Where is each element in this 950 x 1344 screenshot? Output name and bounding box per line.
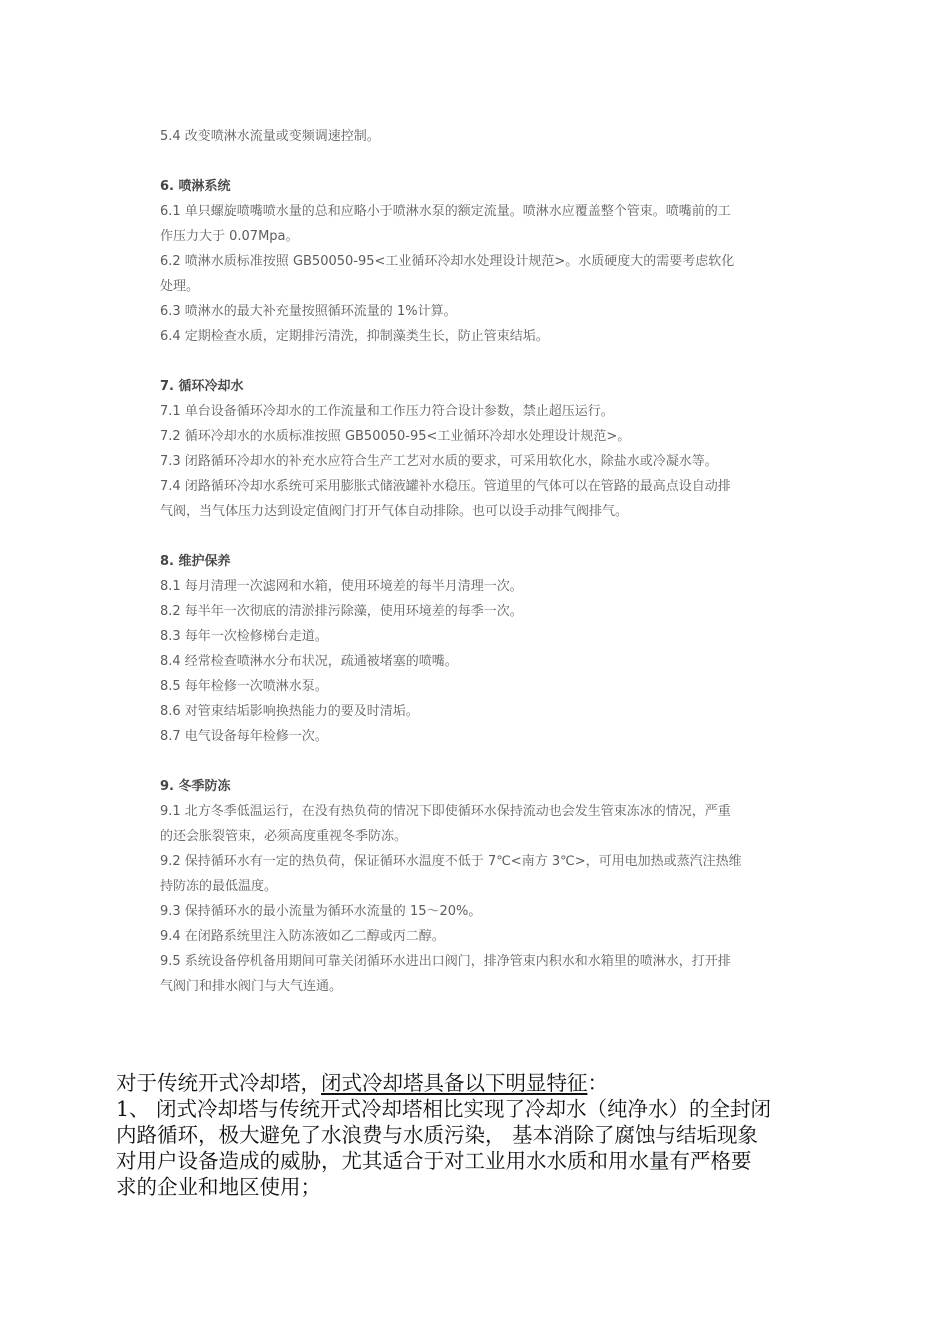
item-9-5-cont: 气阀门和排水阀门与大气连通。	[160, 979, 343, 994]
item-8-1: 8.1 每月清理一次滤网和水箱，使用环境差的每半月清理一次。	[160, 579, 523, 594]
features-section	[116, 1070, 836, 1200]
intro-colon: ：	[587, 1071, 608, 1095]
section-6-heading: 6. 喷淋系统	[160, 179, 231, 194]
maintenance-section	[160, 124, 800, 999]
item-8-7: 8.7 电气设备每年检修一次。	[160, 729, 328, 744]
item-9-1: 9.1 北方冬季低温运行，在没有热负荷的情况下即使循环水保持流动也会发生管束冻冰的情况，严重	[160, 804, 731, 819]
feature-1-line-3: 对用户设备造成的威胁，尤其适合于对工业用水水质和用水量有严格要	[116, 1149, 752, 1173]
intro-plain-text: 对于传统开式冷却塔，	[116, 1071, 321, 1095]
features-intro	[116, 1070, 836, 1096]
item-7-4-cont: 气阀，当气体压力达到设定值阀门打开气体自动排除。也可以设手动排气阀排气。	[160, 504, 629, 519]
item-9-2-cont: 持防冻的最低温度。	[160, 879, 278, 894]
item-7-4: 7.4 闭路循环冷却水系统可采用膨胀式储液罐补水稳压。管道里的气体可以在管路的最高点设自动排	[160, 479, 731, 494]
item-8-3: 8.3 每年一次检修梯台走道。	[160, 629, 328, 644]
item-7-3: 7.3 闭路循环冷却水的补充水应符合生产工艺对水质的要求，可采用软化水，除盐水或冷凝水等。	[160, 454, 718, 469]
item-5-4: 5.4 改变喷淋水流量或变频调速控制。	[160, 129, 380, 144]
section-8-heading: 8. 维护保养	[160, 554, 231, 569]
item-9-3: 9.3 保持循环水的最小流量为循环水流量的 15～20%。	[160, 904, 482, 919]
item-9-2: 9.2 保持循环水有一定的热负荷，保证循环水温度不低于 7℃<南方 3℃>，可用电加热或蒸汽注热维	[160, 854, 742, 869]
item-7-1: 7.1 单台设备循环冷却水的工作流量和工作压力符合设计参数，禁止超压运行。	[160, 404, 614, 419]
item-6-3: 6.3 喷淋水的最大补充量按照循环流量的 1%计算。	[160, 304, 457, 319]
item-7-2: 7.2 循环冷却水的水质标准按照 GB50050-95<工业循环冷却水处理设计规范>。	[160, 429, 631, 444]
section-7-heading: 7. 循环冷却水	[160, 379, 244, 394]
item-6-4: 6.4 定期检查水质，定期排污清洗，抑制藻类生长，防止管束结垢。	[160, 329, 549, 344]
item-9-4: 9.4 在闭路系统里注入防冻液如乙二醇或丙二醇。	[160, 929, 445, 944]
item-6-1: 6.1 单只螺旋喷嘴喷水量的总和应略小于喷淋水泵的额定流量。喷淋水应覆盖整个管束。喷嘴前的工	[160, 204, 731, 219]
item-6-2-cont: 处理。	[160, 279, 200, 294]
item-6-1-cont: 作压力大于 0.07Mpa。	[160, 229, 299, 244]
feature-1-line-1: 1、 闭式冷却塔与传统开式冷却塔相比实现了冷却水（纯净水）的全封闭	[116, 1097, 772, 1121]
item-8-6: 8.6 对管束结垢影响换热能力的要及时清垢。	[160, 704, 419, 719]
feature-1-line-2: 内路循环，极大避免了水浪费与水质污染， 基本消除了腐蚀与结垢现象	[116, 1123, 759, 1147]
item-9-1-cont: 的还会胀裂管束，必须高度重视冬季防冻。	[160, 829, 408, 844]
item-8-4: 8.4 经常检查喷淋水分布状况，疏通被堵塞的喷嘴。	[160, 654, 458, 669]
section-9-heading: 9. 冬季防冻	[160, 779, 231, 794]
item-9-5: 9.5 系统设备停机备用期间可靠关闭循环水进出口阀门，排净管束内积水和水箱里的喷淋水，打开排	[160, 954, 731, 969]
item-8-2: 8.2 每半年一次彻底的清淤排污除藻，使用环境差的每季一次。	[160, 604, 523, 619]
item-8-5: 8.5 每年检修一次喷淋水泵。	[160, 679, 328, 694]
intro-underlined-text: 闭式冷却塔具备以下明显特征	[321, 1071, 588, 1095]
item-6-2: 6.2 喷淋水质标准按照 GB50050-95<工业循环冷却水处理设计规范>。水质硬度大的需要考虑软化	[160, 254, 735, 269]
feature-1-line-4: 求的企业和地区使用；	[116, 1175, 321, 1199]
